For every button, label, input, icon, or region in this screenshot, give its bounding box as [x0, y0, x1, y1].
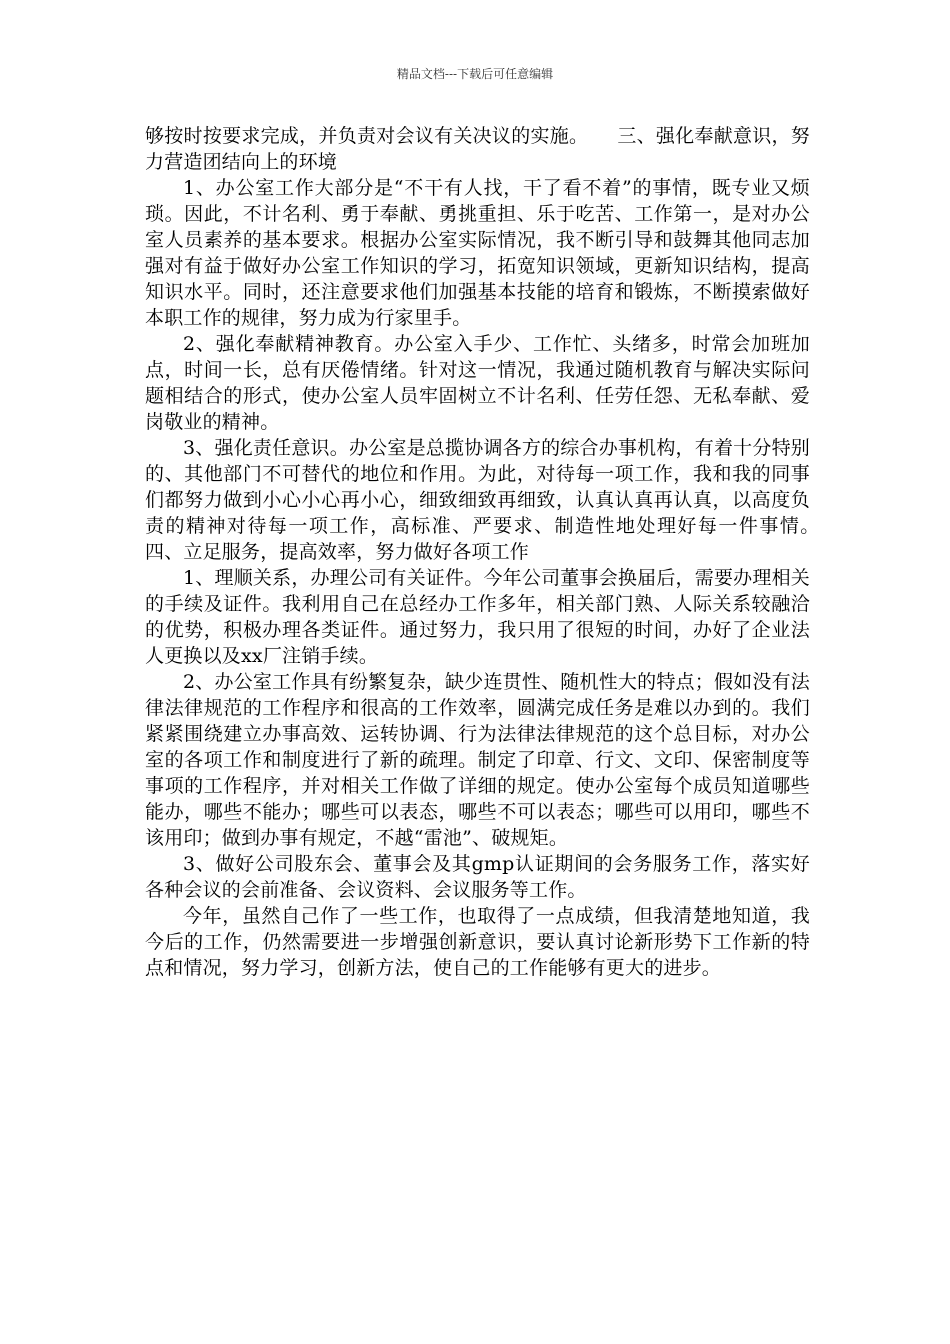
page-header: 精品文档---下载后可任意编辑 [396, 67, 554, 81]
paragraph: 1、办公室工作大部分是“不干有人找，干了看不着”的事情，既专业又烦琐。因此，不计名利、勇于奉献、勇挑重担、乐于吃苦、工作第一，是对办公室人员素养的基本要求。根据办公室实际情况，我不断引导和鼓舞其他同志加强对有益于做好办公室工作知识的学习，拓宽知识领域，更新知识结构，提高知识水平。同时，还注意要求他们加强基本技能的培育和锻炼，不断摸索做好本职工作的规律，努力成为行家里手。 [145, 177, 810, 329]
paragraph: 2、强化奉献精神教育。办公室入手少、工作忙、头绪多，时常会加班加点，时间一长，总有厌倦情绪。针对这一情况，我通过随机教育与解决实际问题相结合的形式，使办公室人员牢固树立不计名利、任劳任怨、无私奉献、爱岗敬业的精神。 [145, 333, 810, 433]
document-body [145, 123, 849, 981]
paragraph: 2、办公室工作具有纷繁复杂，缺少连贯性、随机性大的特点；假如没有法律法律规范的工作程序和很高的工作效率，圆满完成任务是难以办到的。我们紧紧围绕建立办事高效、运转协调、行为法律法律规范的这个总目标，对办公室的各项工作和制度进行了新的疏理。制定了印章、行文、文印、保密制度等事项的工作程序，并对相关工作做了详细的规定。使办公室每个成员知道哪些能办，哪些不能办；哪些可以表态，哪些不可以表态；哪些可以用印，哪些不该用印；做到办事有规定，不越“雷池”、破规矩。 [145, 671, 810, 849]
paragraph: 够按时按要求完成，并负责对会议有关决议的实施。 三、强化奉献意识，努力营造团结向上的环境 [145, 125, 810, 173]
paragraph: 今年，虽然自己作了一些工作，也取得了一点成绩，但我清楚地知道，我今后的工作，仍然需要进一步增强创新意识，要认真讨论新形势下工作新的特点和情况，努力学习，创新方法，使自己的工作能够有更大的进步。 [145, 905, 810, 979]
paragraph: 3、做好公司股东会、董事会及其gmp认证期间的会务服务工作，落实好各种会议的会前准备、会议资料、会议服务等工作。 [145, 853, 810, 901]
paragraph: 3、强化责任意识。办公室是总揽协调各方的综合办事机构，有着十分特别的、其他部门不可替代的地位和作用。为此，对待每一项工作，我和我的同事们都努力做到小心小心再小心，细致细致再细致，认真认真再认真，以高度负责的精神对待每一项工作，高标准、严要求、制造性地处理好每一件事情。 四、立足服务，提高效率，努力做好各项工作 [145, 437, 849, 563]
paragraph: 1、理顺关系，办理公司有关证件。今年公司董事会换届后，需要办理相关的手续及证件。我利用自己在总经办工作多年，相关部门熟、人际关系较融洽的优势，积极办理各类证件。通过努力，我只用了很短的时间，办好了企业法人更换以及xx厂注销手续。 [145, 567, 810, 667]
